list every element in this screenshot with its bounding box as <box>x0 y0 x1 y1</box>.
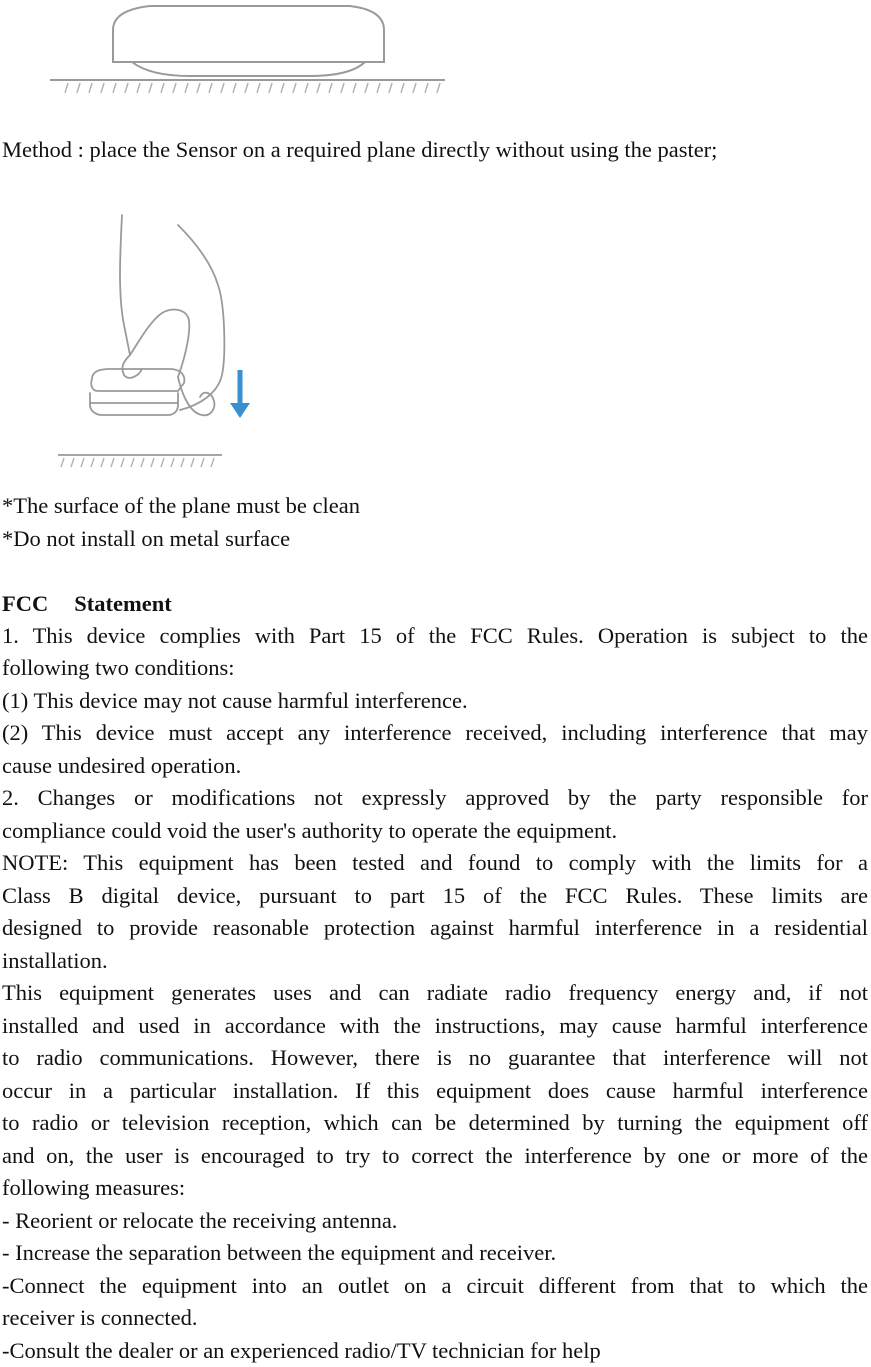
fcc-line: installed and used in accordance with the instructions, may cause harmful interference <box>2 1013 868 1038</box>
fcc-line: following two conditions: <box>2 655 235 680</box>
measure-item: receiver is connected. <box>2 1305 198 1330</box>
fcc-line: (1) This device may not cause harmful interference. <box>2 688 468 713</box>
sensor-on-surface-illustration <box>40 0 460 100</box>
note-clean-surface: *The surface of the plane must be clean <box>2 493 360 518</box>
measure-item: - Increase the separation between the equipment and receiver. <box>2 1240 557 1265</box>
fcc-heading-statement: Statement <box>74 591 172 616</box>
fcc-line: NOTE: This equipment has been tested and found to comply with the limits for a <box>2 850 868 875</box>
fcc-line: 1. This device complies with Part 15 of the FCC Rules. Operation is subject to the <box>2 623 868 648</box>
method-instruction: Method : place the Sensor on a required plane directly without using the paster; <box>2 137 718 162</box>
hand-placing-sensor-illustration <box>50 205 290 480</box>
fcc-line: This equipment generates uses and can radiate radio frequency energy and, if not <box>2 980 868 1005</box>
fcc-line: to radio or television reception, which can be determined by turning the equipment off <box>2 1110 868 1135</box>
fcc-line: (2) This device must accept any interference received, including interference that may <box>2 720 868 745</box>
fcc-line: designed to provide reasonable protection against harmful interference in a residential <box>2 915 868 940</box>
note-no-metal: *Do not install on metal surface <box>2 526 291 551</box>
fcc-line: Class B digital device, pursuant to part 15 of the FCC Rules. These limits are <box>2 883 868 908</box>
fcc-heading <box>2 588 868 620</box>
fcc-line: following measures: <box>2 1175 186 1200</box>
fcc-line: compliance could void the user's authority to operate the equipment. <box>2 818 618 843</box>
fcc-line: installation. <box>2 948 108 973</box>
fcc-heading-label: FCC <box>2 591 49 616</box>
measure-item: -Consult the dealer or an experienced radio/TV technician for help <box>2 1338 601 1363</box>
fcc-line: occur in a particular installation. If this equipment does cause harmful interference <box>2 1078 868 1103</box>
fcc-line: 2. Changes or modifications not expressly approved by the party responsible for <box>2 785 868 810</box>
fcc-line: and on, the user is encouraged to try to correct the interference by one or more of the <box>2 1143 868 1168</box>
measure-item: - Reorient or relocate the receiving antenna. <box>2 1208 398 1233</box>
measure-item: -Connect the equipment into an outlet on a circuit different from that to which the <box>2 1273 868 1298</box>
fcc-line: cause undesired operation. <box>2 753 242 778</box>
fcc-line: to radio communications. However, there is no guarantee that interference will not <box>2 1045 868 1070</box>
